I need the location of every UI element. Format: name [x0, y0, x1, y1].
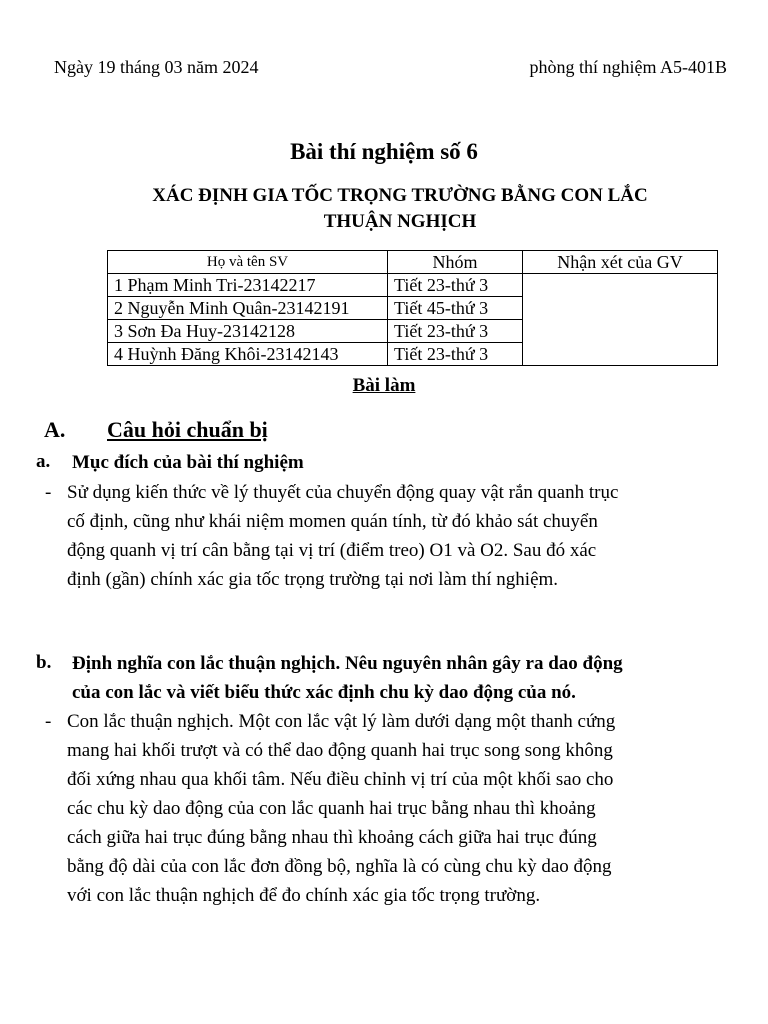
paragraph-line: với con lắc thuận nghịch để đo chính xác gia tốc trọng trường.: [67, 885, 541, 906]
part-a-letter: a.: [36, 451, 51, 472]
part-a-title: Mục đích của bài thí nghiệm: [72, 452, 304, 473]
section-a-letter: A.: [44, 417, 66, 442]
section-a-title: Câu hỏi chuẩn bị: [107, 417, 268, 442]
experiment-title: Bài thí nghiệm số 6: [290, 139, 478, 164]
paragraph-line: đối xứng nhau qua khối tâm. Nếu điều chỉnh vị trí của một khối sao cho: [67, 769, 614, 790]
paragraph-line: bằng độ dài của con lắc đơn đồng bộ, nghĩa là có cùng chu kỳ dao động: [67, 856, 612, 877]
student-name-cell: 2 Nguyễn Minh Quân-23142191: [108, 297, 388, 320]
student-group-cell: Tiết 45-thứ 3: [388, 297, 523, 320]
paragraph-line: mang hai khối trượt và có thể dao động quanh hai trục song song không: [67, 740, 613, 761]
part-a-paragraph: [67, 478, 727, 594]
header-teacher-comment: Nhận xét của GV: [523, 251, 718, 274]
paragraph-line: Sử dụng kiến thức về lý thuyết của chuyển động quay vật rắn quanh trục: [67, 482, 619, 503]
document-date: Ngày 19 tháng 03 năm 2024: [54, 57, 259, 77]
paragraph-line: Con lắc thuận nghịch. Một con lắc vật lý làm dưới dạng một thanh cứng: [67, 711, 616, 732]
header-group: Nhóm: [388, 251, 523, 274]
student-name-cell: 4 Huỳnh Đăng Khôi-23142143: [108, 343, 388, 366]
student-group-cell: Tiết 23-thứ 3: [388, 274, 523, 297]
experiment-subtitle: [110, 183, 690, 235]
part-a-bullet: -: [45, 482, 52, 503]
lab-room: phòng thí nghiệm A5-401B: [529, 57, 727, 77]
paragraph-line: các chu kỳ dao động của con lắc quanh hai trục bằng nhau thì khoảng: [67, 798, 596, 819]
part-b-title: [72, 649, 732, 707]
student-table: [107, 250, 718, 366]
paragraph-line: cố định, cũng như khái niệm momen quán tính, từ đó khảo sát chuyển: [67, 511, 598, 532]
part-b-bullet: -: [45, 711, 52, 732]
header-student-name: Họ và tên SV: [108, 251, 388, 274]
student-name-cell: 3 Sơn Đa Huy-23142128: [108, 320, 388, 343]
table-header-row: [108, 251, 718, 274]
work-heading: Bài làm: [352, 375, 416, 396]
paragraph-line: định (gần) chính xác gia tốc trọng trường tại nơi làm thí nghiệm.: [67, 569, 559, 590]
subtitle-line-2: THUẬN NGHỊCH: [323, 211, 477, 232]
student-group-cell: Tiết 23-thứ 3: [388, 343, 523, 366]
part-b-title-line-1: Định nghĩa con lắc thuận nghịch. Nêu nguyên nhân gây ra dao động: [72, 653, 623, 674]
part-b-title-line-2: của con lắc và viết biểu thức xác định chu kỳ dao động của nó.: [72, 682, 576, 703]
paragraph-line: cách giữa hai trục đúng bằng nhau thì khoảng cách giữa hai trục đúng: [67, 827, 597, 848]
table-row: [108, 274, 718, 297]
paragraph-line: động quanh vị trí cân bằng tại vị trí (điểm treo) O1 và O2. Sau đó xác: [67, 540, 597, 561]
student-name-cell: 1 Phạm Minh Tri-23142217: [108, 274, 388, 297]
student-group-cell: Tiết 23-thứ 3: [388, 320, 523, 343]
teacher-comment-cell: [523, 274, 718, 366]
part-b-letter: b.: [36, 652, 52, 673]
subtitle-line-1: XÁC ĐỊNH GIA TỐC TRỌNG TRƯỜNG BẰNG CON LẮC: [152, 185, 648, 206]
part-b-paragraph: [67, 707, 737, 910]
